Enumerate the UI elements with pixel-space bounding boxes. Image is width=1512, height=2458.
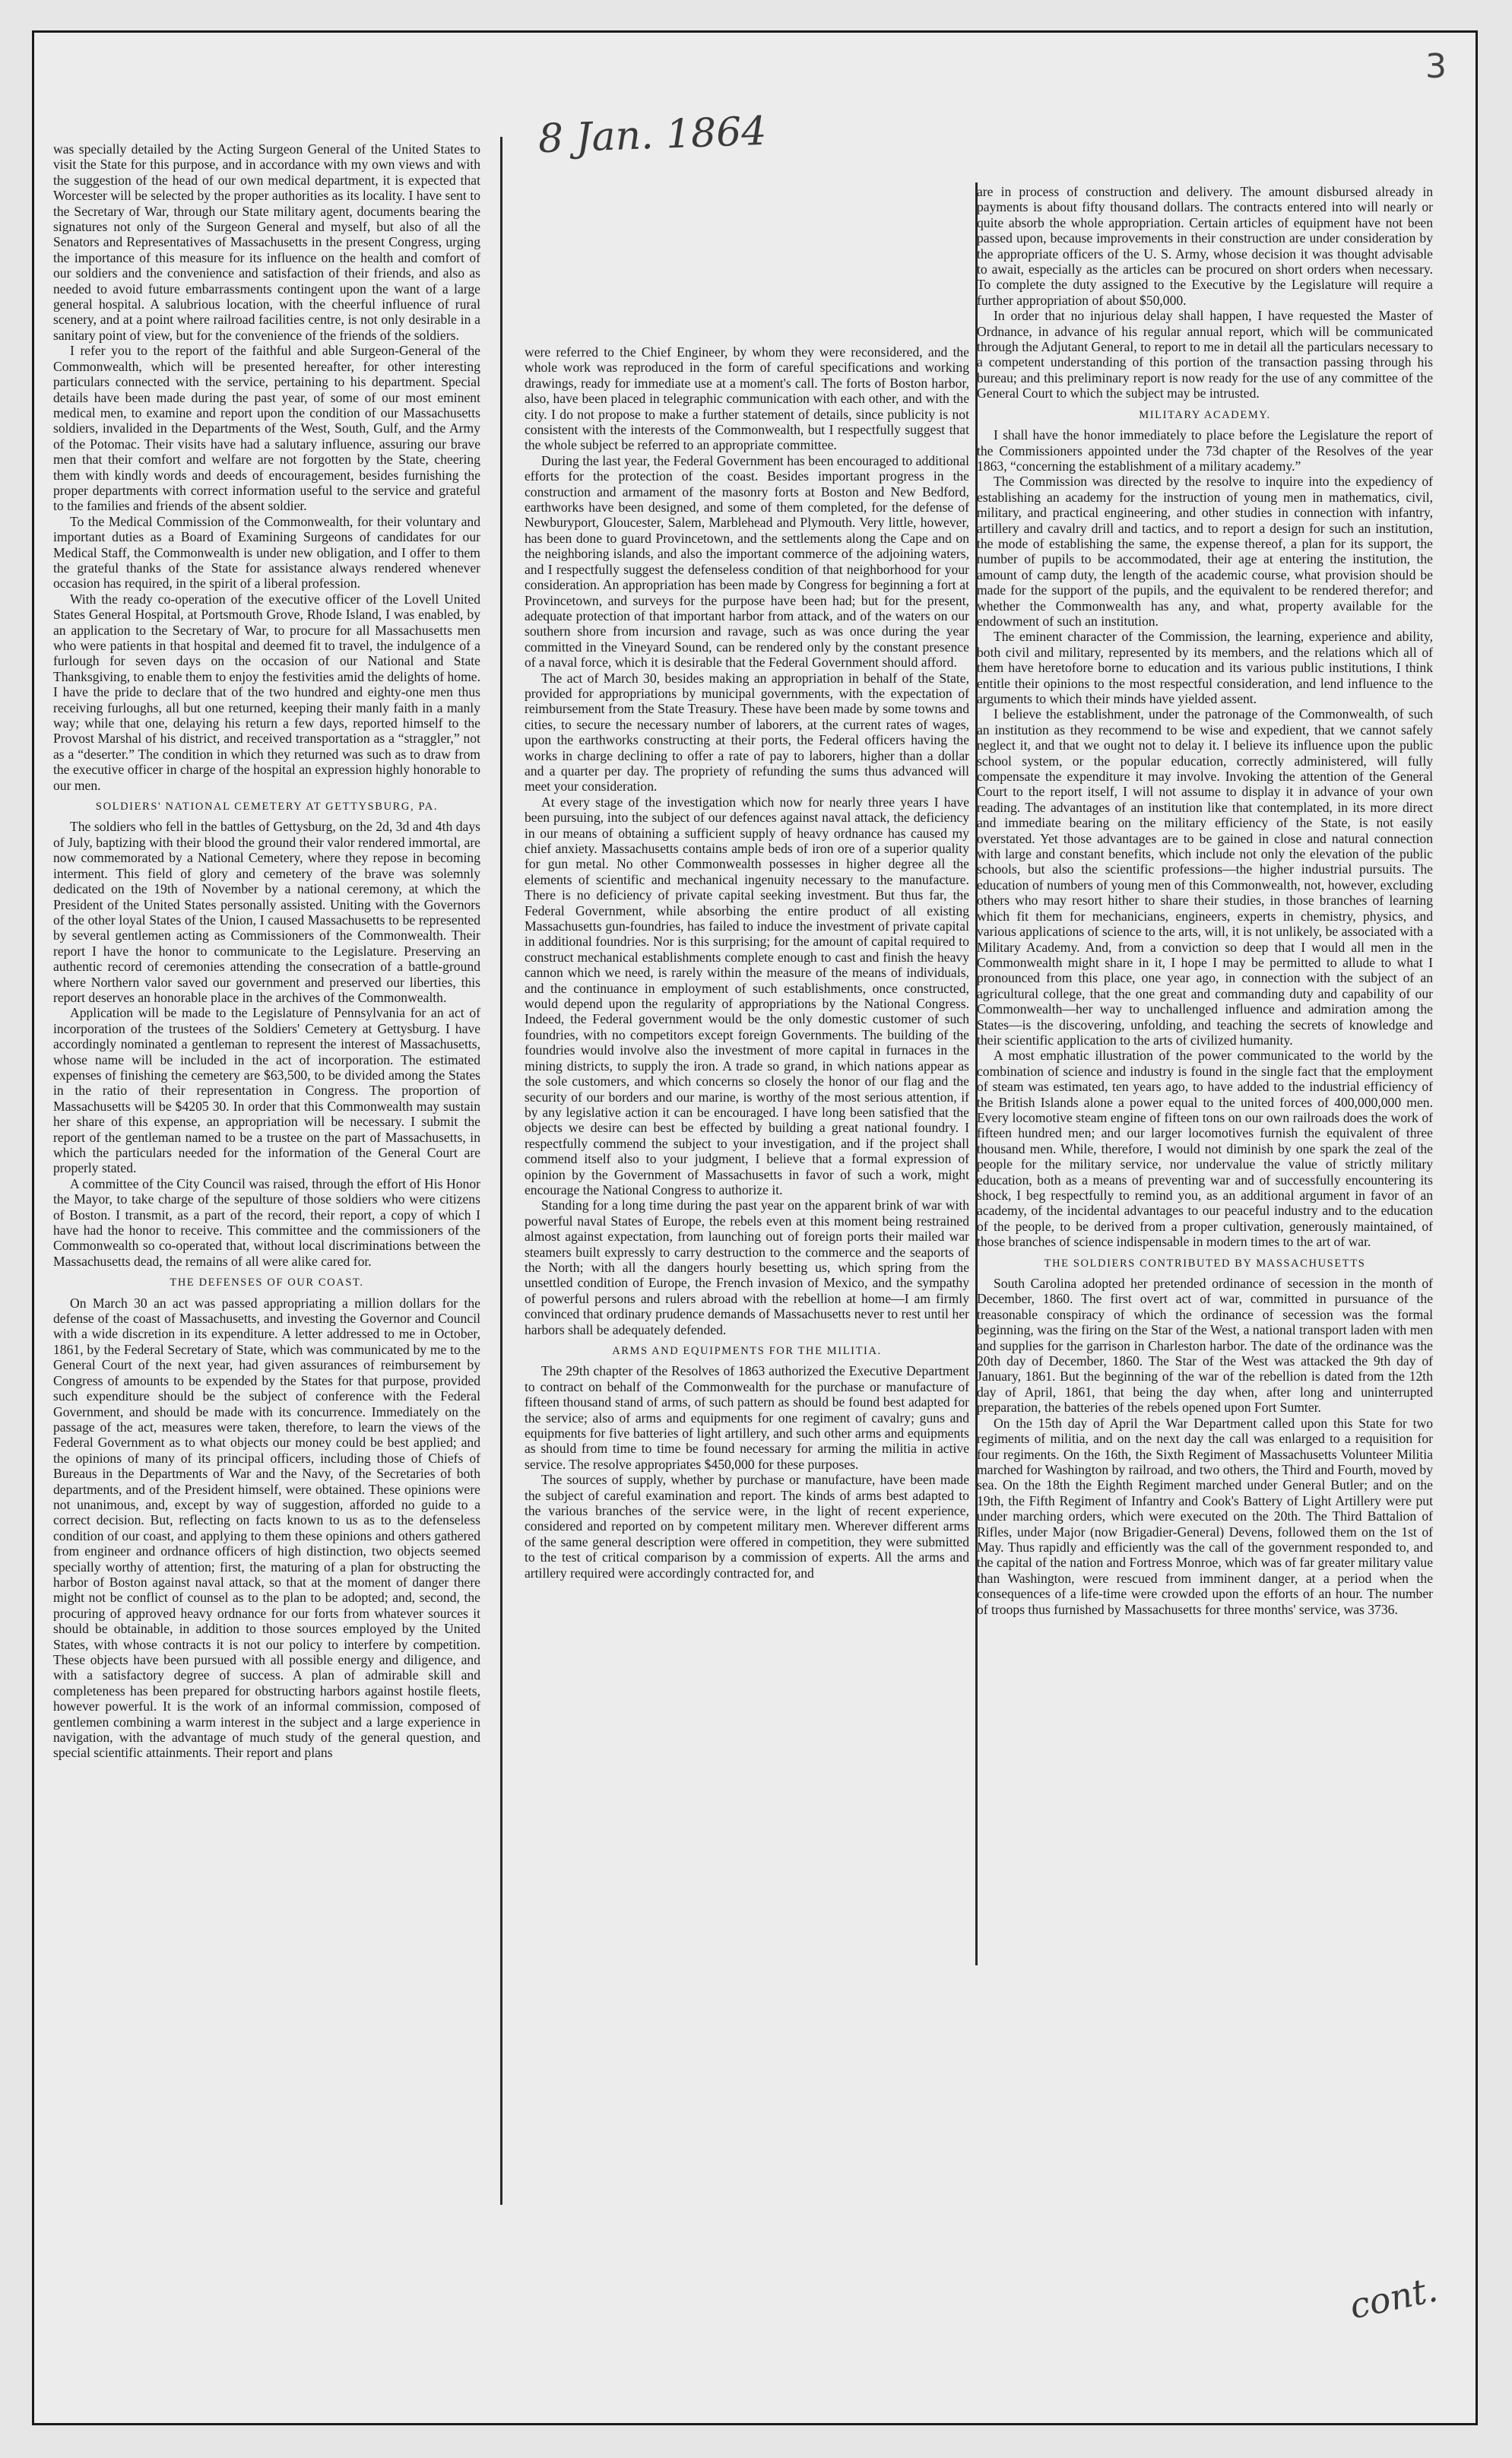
paragraph: In order that no injurious delay shall happen, I have requested the Master of Ordnance, in advance of his regular annual report, which will be communicated through the Adjutant General, to report to me in detail all the particulars necessary to a competent understanding of this portion of the transaction passing through his bureau; and this preliminary report is now ready for the use of any committee of the General Court to which the subject may be intrusted. [977, 308, 1433, 401]
section-heading: THE DEFENSES OF OUR COAST. [170, 1277, 364, 1289]
column-rule-left [500, 137, 502, 2205]
paragraph: was specially detailed by the Acting Surgeon General of the United States to visit the State for this purpose, and in accordance with my own views and with the suggestion of the head of our own medical department, it is expected that Worcester will be selected by the proper authorities as its locality. I have sent to the Secretary of War, through our State military agent, documents bearing the signatures not only of the Surgeon General and myself, but also of all the Senators and Representatives of Massachusetts in the present Congress, urging the importance of this measure for its influence on the health and comfort of our soldiers and the convenience and satisfaction of their friends, and also as needed to avoid future embarrassments contingent upon the want of a large general hospital. A salubrious location, with the cheerful influence of rural scenery, and at a point where railroad facilities centre, is not only desirable in a sanitary point of view, but for the convenience of the friends of the soldiers. [53, 141, 480, 343]
paragraph: To the Medical Commission of the Commonwealth, for their voluntary and important duties as a Board of Examining Surgeons of candidates for our Medical Staff, the Commonwealth is under new obligation, and I offer to them the grateful thanks of the State for assistance always rendered whenever occasion has required, in the spirit of a liberal profession. [53, 513, 480, 592]
paragraph: The Commission was directed by the resolve to inquire into the expediency of establishing an academy for the instruction of young men in mathematics, civil, military, and practical engineering, and other studies in connection with infantry, artillery and cavalry drill and tactics, and to report a design for such an institution, the mode of establishing the same, the expense thereof, a plan for its support, the number of pupils to be accommodated, their age at entering the institution, the amount of camp duty, the length of the academic course, what provision should be made for the support of the pupils, and the equivalent to be rendered therefor; and whether the Commonwealth has any, and what, property available for the endowment of such an institution. [977, 474, 1433, 629]
paragraph: A most emphatic illustration of the power communicated to the world by the combination of science and industry is found in the single fact that the employment of steam was estimated, ten years ago, to have added to the industrial efficiency of the British Islands alone a power equal to the united forces of 400,000,000 men. Every locomotive steam engine of fifteen tons on our own railroads does the work of fifteen hundred men; and our larger locomotives furnish the equivalent of three thousand men. While, therefore, I would not diminish by one spark the zeal of the people for the military service, nor undervalue the value of strictly military education, both as a means of preventing war and of successfully encountering its shock, I beg respectfully to remind you, as an additional argument in favor of an academy, of the incidental advantages to our peaceful industry and to the education of the people, to be derived from a proper cultivation, generously maintained, of those branches of science indispensable in modern times to the art of war. [977, 1048, 1433, 1250]
section-heading: ARMS AND EQUIPMENTS FOR THE MILITIA. [612, 1345, 882, 1357]
paragraph: The 29th chapter of the Resolves of 1863 authorized the Executive Department to contract on behalf of the Commonwealth for the purchase or manufacture of fifteen thousand stand of arms, of such pattern as should be found best adapted for the service; also of arms and equipments for one regiment of cavalry; guns and equipments for five batteries of light artillery, and such other arms and equipments as should from time to time be found necessary for arming the militia in active service. The resolve appropriates $450,000 for these purposes. [525, 1363, 969, 1472]
paragraph: were referred to the Chief Engineer, by whom they were reconsidered, and the whole work was reproduced in the form of careful specifications and working drawings, ready for immediate use at a moment's call. The forts of Boston harbor, also, have been placed in telegraphic communication with each other, and with the city. I do not propose to make a further statement of details, since publicity is not consistent with the interests of the Commonwealth, but I respectfully suggest that the whole subject be referred to an appropriate committee. [525, 344, 969, 453]
paragraph: I shall have the honor immediately to place before the Legislature the report of the Commissioners appointed under the 73d chapter of the Resolves of the year 1863, “concerning the establishment of a military academy.” [977, 427, 1433, 474]
handwritten-date: 8 Jan. 1864 [537, 108, 768, 163]
paragraph: On March 30 an act was passed appropriating a million dollars for the defense of the coast of Massachusetts, and investing the Governor and Council with a wide discretion in its expenditure. A letter addressed to me in October, 1861, by the Federal Secretary of State, which was communicated by me to the General Court of the next year, had given assurances of reimbursement by Congress of amounts to be expended by the States for that purpose, provided such expenditure should be the subject of conference with the Federal Government, and should be made with its concurrence. Immediately on the passage of the act, measures were taken, therefore, to learn the views of the Federal Government as to what objects our money could be best applied; and the opinions of many of its principal officers, including those of Chiefs of Bureaus in the Departments of War and the Navy, of the Secretaries of both departments, and of the President himself, were obtained. These opinions were not unanimous, and, except by way of suggestion, afforded no guide to a correct decision. But, reflecting on facts known to us as to the defenseless condition of our coast, and applying to them these opinions and others gathered from engineer and ordnance officers of high distinction, two objects seemed specially worthy of attention; first, the maturing of a plan for obstructing the harbor of Boston against naval attack, so that at the moment of danger there might not be conflict of counsel as to the plan to be adopted; and, second, the procuring of approved heavy ordnance for our forts from whatever sources it should be obtainable, in addition to those sources employed by the United States, with whose contracts it is not our policy to interfere by competition. These objects have been pursued with all possible energy and diligence, and with a satisfactory degree of success. A plan of admirable skill and completeness has been prepared for obstructing harbors against hostile fleets, however powerful. It is the work of an informal commission, composed of gentlemen combining a warm interest in the subject and a large experience in navigation, with the advantage of much study of the general question, and special scientific attainments. Their report and plans [53, 1295, 480, 1761]
paragraph: are in process of construction and delivery. The amount disbursed already in payments is about fifty thousand dollars. The contracts entered into will nearly or quite absorb the whole appropriation. Certain articles of equipment have not been passed upon, because improvements in their construction are under consideration by the appropriate officers of the U. S. Army, whose decision it was thought advisable to await, especially as the articles can be procured on short orders when necessary. To complete the duty assigned to the Executive by the Legislature will require a further appropriation of about $50,000. [977, 184, 1433, 308]
section-heading: MILITARY ACADEMY. [1139, 408, 1271, 421]
handwritten-continued: cont. [1346, 2268, 1441, 2327]
section-heading: THE SOLDIERS CONTRIBUTED BY MASSACHUSETTS [1044, 1257, 1366, 1270]
paragraph: Application will be made to the Legislature of Pennsylvania for an act of incorporation of the trustees of the Soldiers' Cemetery at Gettysburg. I have accordingly nominated a gentleman to represent the interest of Massachusetts, whose name will be included in the act of incorporation. The estimated expenses of finishing the cemetery are $63,500, to be divided among the States in the ratio of their representation in Congress. The proportion of Massachusetts will be $4205 30. In order that this Commonwealth may sustain her share of this expense, an appropriation will be necessary. I submit the report of the gentleman named to be a trustee on the part of Massachusetts, in which the particulars needed for the information of the General Court are properly stated. [53, 1005, 480, 1176]
paragraph: I believe the establishment, under the patronage of the Commonwealth, of such an institution as they recommend to be wise and expedient, that we cannot safely neglect it, and that we ought not to delay it. I believe its influence upon the public school system, or the popular education, correctly administered, will fully compensate the expenditure it may involve. Invoking the attention of the General Court to the report itself, I will not assume to display it in advance of your own reading. The advantages of an institution like that contemplated, in its more direct and immediate bearing on the military efficiency of the State, is not easily overstated. Yet those advantages are to be gained in close and natural connection with large and constant benefits, which include not only the elevation of the public schools, but also the scientific professions—the higher industrial pursuits. The education of numbers of young men of this Commonwealth, not, however, excluding others who may resort hither to share their studies, in those branches of learning which fit them for mechanicians, engineers, experts in chemistry, physics, and various applications of science to the arts, will, it is not unlikely, be associated with a Military Academy. And, from a conviction so deep that I would all men in the Commonwealth might share in it, I hope I may be permitted to allude to what I pronounced from this place, one year ago, in connection with the subject of an agricultural college, that the one great and commanding duty and capability of our Commonwealth—her way to unchallenged influence and admiration among the States—is the discovering, unfolding, and teaching the secrets of knowledge and their scientific application to the arts of civilized humanity. [977, 706, 1433, 1048]
paragraph: The soldiers who fell in the battles of Gettysburg, on the 2d, 3d and 4th days of July, baptizing with their blood the ground their valor rendered immortal, are now commemorated by a National Cemetery, where they repose in becoming interment. This field of glory and cemetery of the brave was solemnly dedicated on the 19th of November by a national ceremony, at which the President of the United States personally assisted. Uniting with the Governors of the other loyal States of the Union, I caused Massachusetts to be represented by several gentlemen acting as Commissioners of the Commonwealth. Their report I have the honor to communicate to the Legislature. Preserving an authentic record of ceremonies attending the consecration of a battle-ground where Northern valor saved our government and preserved our liberties, this report deserves an honorable place in the archives of the Commonwealth. [53, 819, 480, 1005]
paragraph: South Carolina adopted her pretended ordinance of secession in the month of December, 1860. The first overt act of war, committed in pursuance of the treasonable conspiracy of which the ordinance of secession was the formal beginning, was the firing on the Star of the West, a national transport laden with men and supplies for the garrison in Charleston harbor. The date of the ordinance was the 20th day of December, 1860. The Star of the West was attacked the 9th day of January, 1861. But the beginning of the war of the rebellion is dated from the 12th day of April, 1861, that being the day when, after long and uninterrupted preparation, the batteries of the rebels opened upon Fort Sumter. [977, 1276, 1433, 1416]
text-column-3 [977, 184, 1433, 2252]
paragraph: On the 15th day of April the War Department called upon this State for two regiments of militia, and on the next day the call was enlarged to a requisition for four regiments. On the 16th, the Sixth Regiment of Massachusetts Volunteer Militia marched for Washington by railroad, and two others, the Third and Fourth, moved by sea. On the 18th the Eighth Regiment marched under General Butler; and on the 19th, the Fifth Regiment of Infantry and Cook's Battery of Light Artillery were put under marching orders, which were executed on the 20th. The Third Battalion of Rifles, under Major (now Brigadier-General) Devens, followed them on the 1st of May. Thus rapidly and efficiently was the call of the government responded to, and the capital of the nation and Fortress Monroe, which was of far greater military value than Washington, were rescued from imminent danger, at a period when the consequences of a life-time were crowded upon the efforts of an hour. The number of troops thus furnished by Massachusetts for three months' service, was 3736. [977, 1415, 1433, 1617]
paragraph: The sources of supply, whether by purchase or manufacture, have been made the subject of careful examination and report. The kinds of arms best adapted to the various branches of the service were, in the light of recent experience, considered and reported on by competent military men. Wherever different arms of the same general description were offered in competition, they were submitted to the test of critical comparison by a commission of experts. All the arms and artillery required were accordingly contracted for, and [525, 1472, 969, 1581]
paragraph: The eminent character of the Commission, the learning, experience and ability, both civil and military, represented by its members, and the relations which all of them have heretofore borne to education and its various public institutions, I think entitle their opinions to the most respectful consideration, and lend influence to the arguments to which their minds have yielded assent. [977, 629, 1433, 706]
paragraph: With the ready co-operation of the executive officer of the Lovell United States General Hospital, at Portsmouth Grove, Rhode Island, I was enabled, by an application to the Secretary of War, to procure for all Massachusetts men who were patients in that hospital and deemed fit to travel, the indulgence of a furlough for seven days on the occasion of our National and State Thanksgiving, to enable them to enjoy the festivities amid the delights of home. I have the pride to declare that of the two hundred and eighty-one men thus receiving furloughs, all but one returned, keeping their manly faith in a manly way; while that one, delaying his return a few days, reported himself to the Provost Marshal of his district, and received transportation as a “straggler,” not as a “deserter.” The condition in which they returned was such as to draw from the executive officer in charge of the hospital an expression highly honorable to our men. [53, 591, 480, 793]
paragraph: Standing for a long time during the past year on the apparent brink of war with powerful naval States of Europe, the rebels even at this moment being restrained almost against expectation, from launching out of foreign ports their mailed war steamers built expressly to carry destruction to the commerce and the seaports of the North; with all the dangers hourly besetting us, which spring from the unsettled condition of Europe, the French invasion of Mexico, and the sympathy of powerful persons and rulers abroad with the rebellion at home—I am firmly convinced that ordinary prudence demands of Massachusetts never to rest until her harbors shall be adequately defended. [525, 1197, 969, 1337]
text-column-2 [525, 344, 969, 1964]
paragraph: The act of March 30, besides making an appropriation in behalf of the State, provided for appropriations by municipal governments, with the expectation of reimbursement from the State Treasury. These have been made by some towns and cities, to secure the necessary number of laborers, at the current rates of wages, upon the earthworks constructing at their ports, the Federal officers having the works in charge declining to offer a rate of pay to laborers, higher than a dollar and a quarter per day. The propriety of refunding the sums thus advanced will meet your consideration. [525, 670, 969, 794]
paragraph: I refer you to the report of the faithful and able Surgeon-General of the Commonwealth, which will be presented hereafter, for other interesting particulars connected with the service, pertaining to his department. Special details have been made during the past year, of some of our most eminent medical men, to examine and report upon the condition of our Massachusetts soldiers, invalided in the Departments of the West, South, Gulf, and the Army of the Potomac. Their visits have had a salutary influence, assuring our brave men that their comfort and welfare are not forgotten by the State, cheering them with kindly words and deeds of encouragement, besides furnishing the proper departments with correct information useful to the service and grateful to the families and friends of the absent soldier. [53, 343, 480, 514]
section-heading: SOLDIERS' NATIONAL CEMETERY AT GETTYSBURG, PA. [95, 801, 439, 814]
paragraph: A committee of the City Council was raised, through the effort of His Honor the Mayor, to take charge of the sepulture of those soldiers who were citizens of Boston. I transmit, as a part of the record, their report, a copy of which I have had the honor to receive. This committee and the commissioners of the Commonwealth so co-operated that, without local discriminations between the Massachusetts dead, the remains of all were alike cared for. [53, 1175, 480, 1269]
paragraph: During the last year, the Federal Government has been encouraged to additional efforts for the protection of the coast. Besides important progress in the construction and armament of the masonry forts at Boston and New Bedford, earthworks have been designed, and some of them completed, for the defense of Newburyport, Gloucester, Salem, Marblehead and Plymouth. Very little, however, has been done to guard Provincetown, and the settlements along the Cape and on the neighboring islands, and also the important commerce of the adjoining waters, and I respectfully suggest the defenseless condition of that neighborhood for your consideration. An appropriation has been made by Congress for beginning a fort at Provincetown, and surveys for the purpose have been had; but for the present, adequate protection of that important harbor from attack, and of the waters on our southern shore from incursion and ravage, such as was once during the year committed in the Vineyard Sound, can be rendered only by the constant presence of a naval force, which it is desirable that the Federal Government should afford. [525, 452, 969, 671]
paragraph: At every stage of the investigation which now for nearly three years I have been pursuing, into the subject of our defences against naval attack, the deficiency in our means of obtaining a sufficient supply of heavy ordnance has caused my chief anxiety. Massachusetts contains ample beds of iron ore of a superior quality for gun metal. No other Commonwealth possesses in higher degree all the elements of scientific and mechanical ingenuity necessary to the manufacture. There is no deficiency of private capital seeking investment. But thus far, the Federal Government, while absorbing the entire product of all existing Massachusetts gun-foundries, has failed to induce the investment of private capital in additional foundries. Nor is this surprising; for the amount of capital required to construct mechanical establishments complete enough to cast and finish the heavy cannon which we need, is rarely within the measure of the means of individuals, and the continuance in employment of such establishments, once constructed, would depend upon the regularity of appropriations by the National Congress. Indeed, the Federal government would be the only domestic customer of such foundries, with no competitors except foreign Governments. The building of the foundries would involve also the investment of more capital in furnaces in the mining districts, to supply the iron. A trade so grand, in which nations appear as the sole customers, and which concerns so closely the honor of our flag and the security of our borders and our marine, is worthy of the most serious attention, if by any legislative action it can be encouraged. I have long been satisfied that the objects we desire can best be effected by building a great national foundry. I respectfully commend the subject to your investigation, and if the project shall commend itself also to your judgment, I believe that a formal expression of opinion by the Government of Massachusetts in favor of such a work, might encourage the National Congress to authorize it. [525, 794, 969, 1197]
page-number-annotation: 3 [1425, 47, 1447, 86]
text-column-1 [53, 141, 480, 2202]
